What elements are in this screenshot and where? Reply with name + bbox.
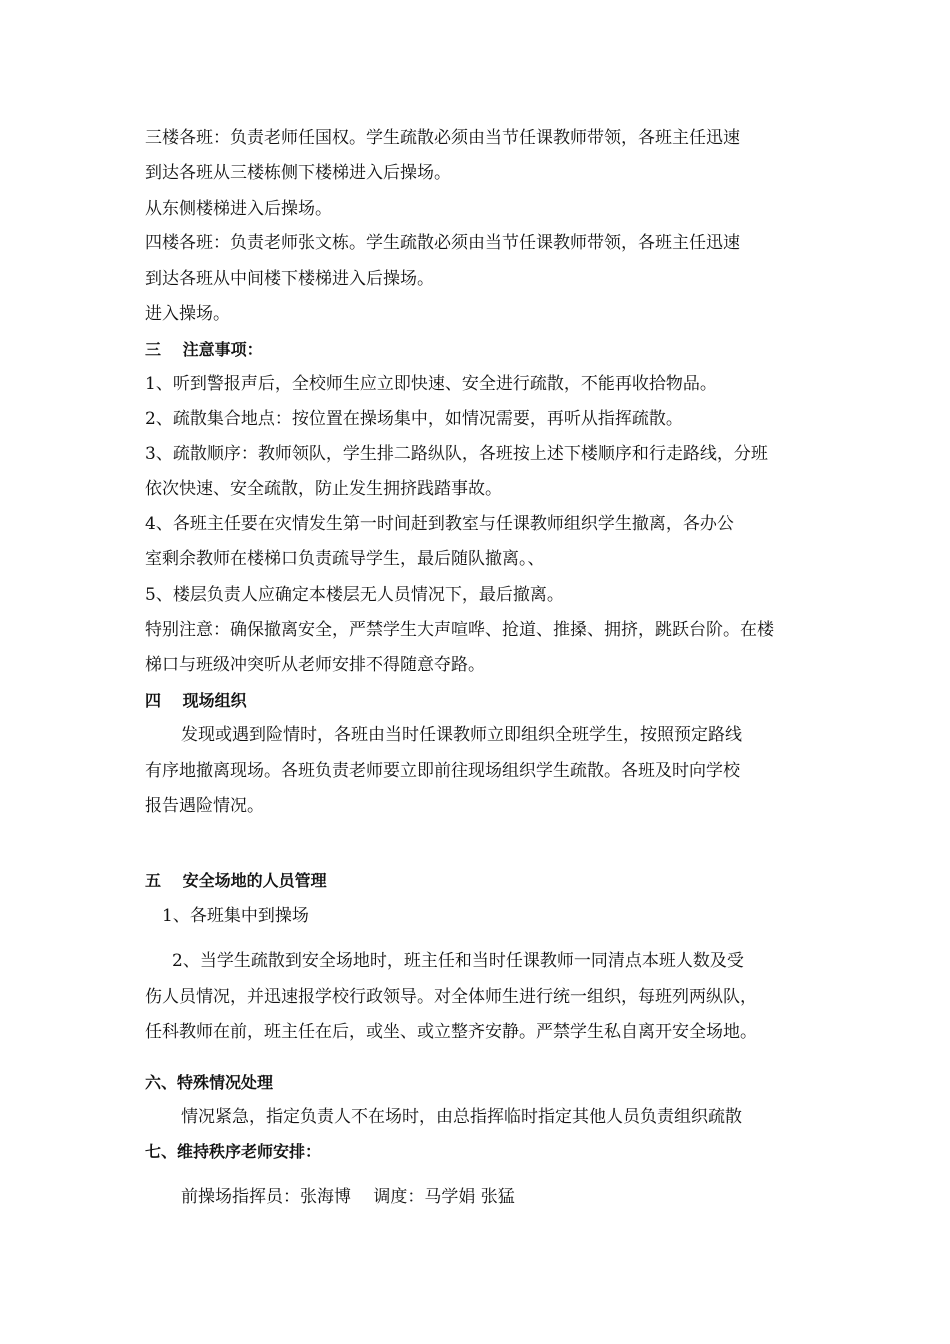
paragraph-line: 有序地撤离现场。各班负责老师要立即前往现场组织学生疏散。各班及时向学校 [145, 761, 740, 781]
section-heading: 七、维持秩序老师安排： [145, 1142, 322, 1161]
paragraph-line: 5、楼层负责人应确定本楼层无人员情况下，最后撤离。 [145, 585, 564, 605]
paragraph-line: 前操场指挥员：张海博 调度：马学娟 张猛 [181, 1187, 515, 1207]
paragraph-line: 从东侧楼梯进入后操场。 [145, 199, 332, 219]
paragraph-line: 1、各班集中到操场 [162, 906, 309, 926]
paragraph-line: 三楼各班：负责老师任国权。学生疏散必须由当节任课教师带领，各班主任迅速 [145, 128, 740, 148]
paragraph-line: 依次快速、安全疏散，防止发生拥挤践踏事故。 [145, 479, 502, 499]
paragraph-line: 进入操场。 [145, 304, 230, 324]
paragraph-line: 3、疏散顺序：教师领队，学生排二路纵队，各班按上述下楼顺序和行走路线，分班 [145, 444, 768, 464]
paragraph-line: 到达各班从三楼栋侧下楼梯进入后操场。 [145, 163, 451, 183]
paragraph-line: 情况紧急，指定负责人不在场时，由总指挥临时指定其他人员负责组织疏散 [181, 1107, 742, 1127]
section-heading: 三 注意事项： [145, 340, 263, 359]
section-heading: 六、特殊情况处理 [145, 1073, 274, 1092]
paragraph-line: 2、当学生疏散到安全场地时，班主任和当时任课教师一同清点本班人数及受 [172, 951, 744, 971]
paragraph-line: 特别注意：确保撤离安全，严禁学生大声喧哗、抢道、推搡、拥挤，跳跃台阶。在楼 [145, 620, 774, 640]
paragraph-line: 任科教师在前，班主任在后，或坐、或立整齐安静。严禁学生私自离开安全场地。 [145, 1022, 757, 1042]
paragraph-line: 到达各班从中间楼下楼梯进入后操场。 [145, 269, 434, 289]
paragraph-line: 报告遇险情况。 [145, 796, 264, 816]
section-heading: 五 安全场地的人员管理 [145, 871, 327, 890]
section-heading: 四 现场组织 [145, 691, 247, 710]
paragraph-line: 1、听到警报声后，全校师生应立即快速、安全进行疏散，不能再收拾物品。 [145, 374, 717, 394]
paragraph-line: 2、疏散集合地点：按位置在操场集中，如情况需要，再听从指挥疏散。 [145, 409, 683, 429]
paragraph-line: 室剩余教师在楼梯口负责疏导学生，最后随队撤离。、 [145, 549, 545, 569]
paragraph-line: 伤人员情况，并迅速报学校行政领导。对全体师生进行统一组织，每班列两纵队， [145, 987, 757, 1007]
paragraph-line: 发现或遇到险情时，各班由当时任课教师立即组织全班学生，按照预定路线 [181, 725, 742, 745]
paragraph-line: 四楼各班：负责老师张文栋。学生疏散必须由当节任课教师带领，各班主任迅速 [145, 233, 740, 253]
paragraph-line: 梯口与班级冲突听从老师安排不得随意夺路。 [145, 655, 485, 675]
paragraph-line: 4、各班主任要在灾情发生第一时间赶到教室与任课教师组织学生撤离，各办公 [145, 514, 734, 534]
